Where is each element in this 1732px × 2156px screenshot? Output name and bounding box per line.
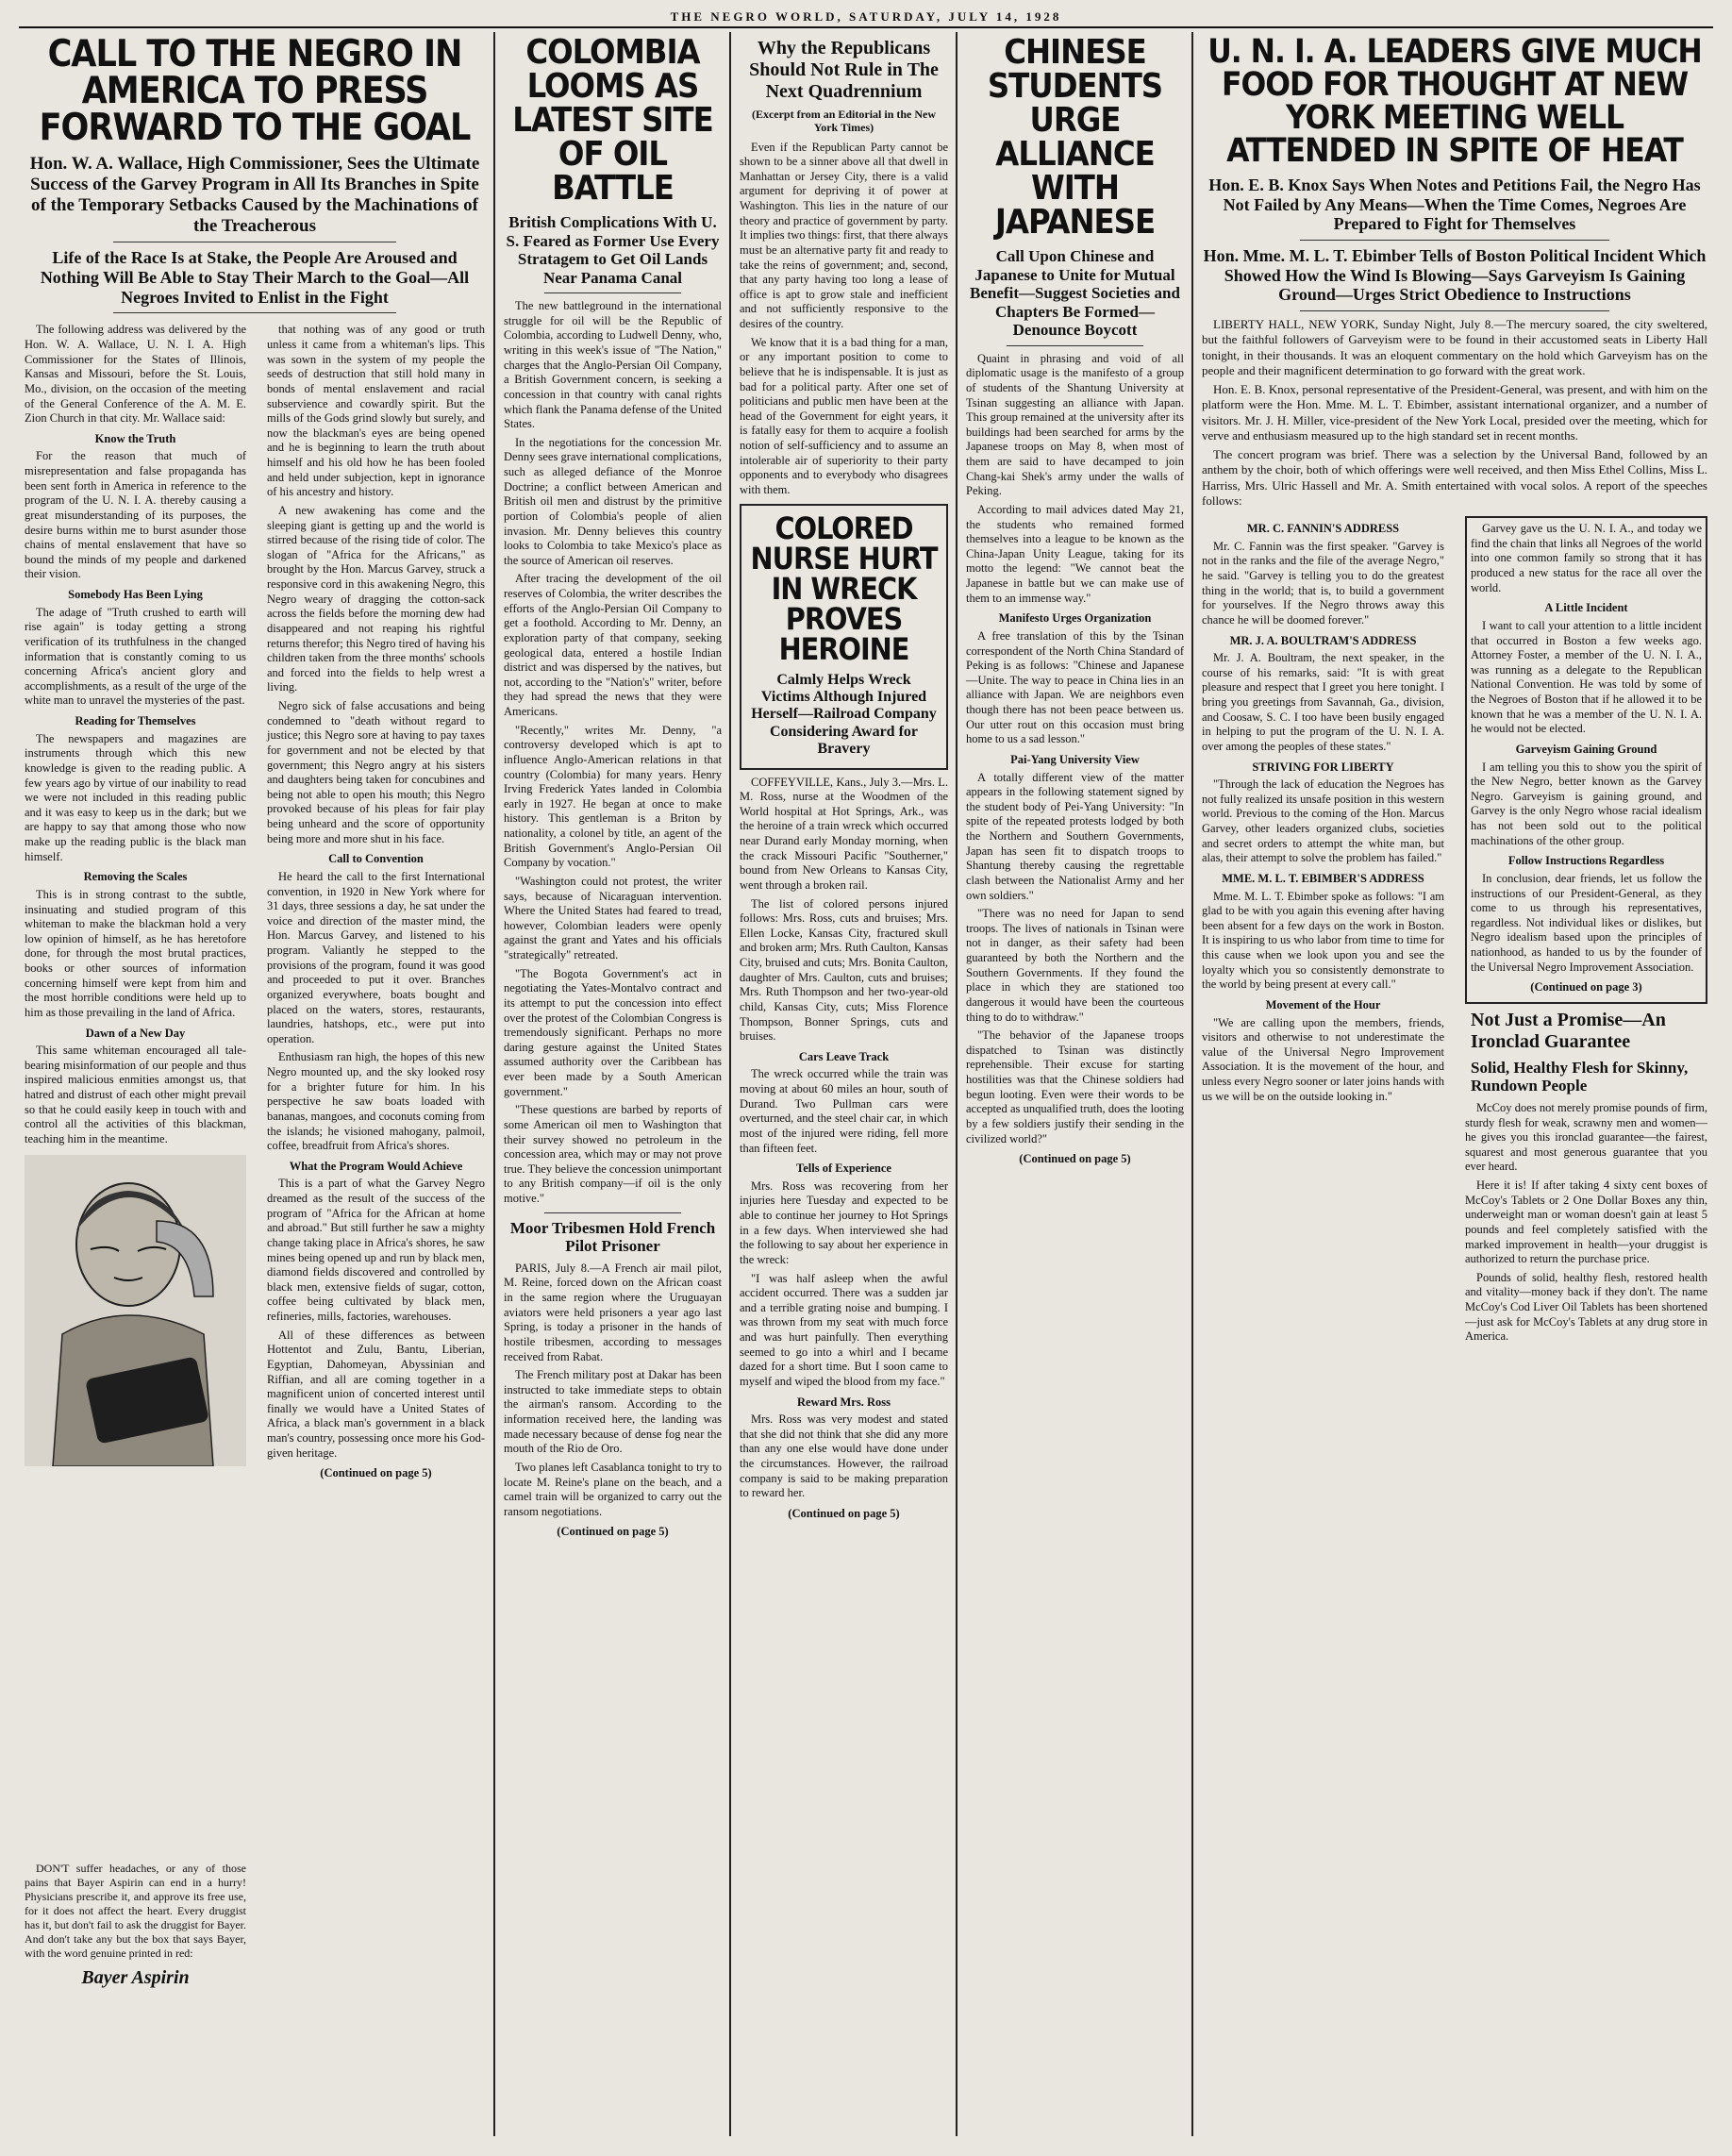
headline: U. N. I. A. LEADERS GIVE MUCH FOOD FOR THOUGHT AT NEW YORK MEETING WELL ATTENDED IN SPITE OF HEAT [1207, 33, 1702, 170]
continued-note: (Continued on page 5) [320, 1466, 432, 1480]
subhead: Follow Instructions Regardless [1507, 854, 1665, 868]
headline: Why the Republicans Should Not Rule in The Next Quadrennium [749, 38, 939, 102]
source-note: (Excerpt from an Editorial in the New York Times) [751, 108, 937, 134]
headline: CALL TO THE NEGRO IN AMERICA TO PRESS FORWARD TO THE GOAL [39, 33, 471, 149]
mccoy-ad: Not Just a Promise—An Ironclad Guarantee Solid, Healthy Flesh for Skinny, Rundown People McCoy does not merely promise pounds of firm, sturdy flesh for weak, scrawny men and women—he gives you this ironclad guarantee—the fairest, squarest and most generous guarantee that you ever heard. Here it is! If after taking 4 sixty cent boxes of McCoy's Tablets or 2 One Dollar Boxes any thin, underweight man or woman doesn't gain at least 5 pounds and feel completely satisfied with the marked improvement in health—your druggist is authorized to return the purchase price. Pounds of solid, healthy flesh, restored health and vitality—money back if they don't. The name McCoy's Cod Liver Oil Tablets has been shortened—just ask for McCoy's Tablets at any drug store in America. [1465, 1009, 1707, 1344]
subhead: Pai-Yang University View [1010, 752, 1140, 766]
speeches-right [1465, 516, 1707, 1348]
deck: Calmly Helps Wreck Victims Although Injured Herself—Railroad Company Considering Award for Bravery [751, 671, 937, 758]
ad-subhead: Solid, Healthy Flesh for Skinny, Rundown People [1471, 1058, 1689, 1095]
column-rule [493, 32, 495, 2136]
subhead: Reading for Themselves [75, 714, 196, 728]
speeches-left: MR. C. FANNIN'S ADDRESS Mr. C. Fannin was the first speaker. "Garvey is not in the ranks and the file of the average Negro," he said. "Garvey is telling you to do the greatest thing in the world; that is, to build a government for yourselves. If the Negro throws away this chance he will be doomed forever." MR. J. A. BOULTRAM'S ADDRESS Mr. J. A. Boultram, the next speaker, in the course of his remarks, said: "It is with great pleasure and respect that I greet you here tonight. I bring you greetings from Savannah, Ga., division, and Coosaw, S. C. I too have been busily engaged in helping to put the program of the U. N. I. A. over among the peoples of these states." STRIVING FOR LIBERTY "Through the lack of education the Negroes has not fully realized its unsafe position in this western world. Previous to the coming of the Hon. Marcus Garvey, other leaders organized clubs, societies and secret orders to attempt the white man, but alas, their attempt to solve the problem has failed." MME. M. L. T. EBIMBER'S ADDRESS Mme. M. L. T. Ebimber spoke as follows: "I am glad to be with you again this evening after having been absent for a few days on the work in Boston. It is inspiring to us who labor from time to time for this cause when we look upon you and see the loyalty which you so consistently demonstrate to the world by being present at every call." Movement of the Hour "We are calling upon the members, friends, visitors and otherwise to not underestimate the value of the Universal Negro Improvement Association. It is the movement of the hour, and unless every Negro sooner or later joins hands with us we will be on the outside looking in." [1202, 522, 1444, 1103]
subhead: Reward Mrs. Ross [797, 1395, 891, 1409]
continued-note: (Continued on page 5) [1019, 1152, 1131, 1166]
woman-headache-illustration-icon [25, 1155, 246, 1466]
headline: COLORED NURSE HURT IN WRECK PROVES HEROINE [750, 510, 938, 667]
article-body: PARIS, July 8.—A French air mail pilot, M. Reine, forced down on the African coast in the same region where the Uruguayan aviators were held prisoners a year ago last Spring, is today a prisoner in the hands of hostile tribesmen, according to messages received from Rabat. The French military post at Dakar has been instructed to take immediate steps to obtain the airman's ransom. According to the information received here, the landing was made necessary because of dense fog near the mouth of the Rio de Oro. Two planes left Casablanca tonight to try to locate M. Reine's plane on the beach, and a camel train will be organized to carry out the ransom negotiations. (Continued on page 5) [504, 1261, 722, 1539]
subhead: Garveyism Gaining Ground [1515, 742, 1657, 756]
subhead: Movement of the Hour [1265, 997, 1381, 1011]
article-republicans [734, 32, 954, 2136]
subhead: MR. C. FANNIN'S ADDRESS [1246, 522, 1400, 536]
masthead: THE NEGRO WORLD, SATURDAY, JULY 14, 1928 [19, 9, 1713, 28]
column-rule [729, 32, 731, 2136]
deck: Hon. W. A. Wallace, High Commissioner, Sees the Ultimate Success of the Garvey Program in All Its Branches in Spite of the Temporary Setbacks Caused by the Machinations of the Treacherous [29, 154, 480, 236]
subhead: STRIVING FOR LIBERTY [1252, 760, 1394, 774]
bayer-ad-text: DON'T suffer headaches, or any of those pains that Bayer Aspirin can end in a hurry! Physicians prescribe it, and approve its free use, for it does not affect the heart. Every druggist has it, but don't fail to ask the druggist for Bayer. And don't take any but the box that says Bayer, with the word genuine printed in red: Bayer Aspirin [25, 1862, 246, 1988]
subhead: Manifesto Urges Organization [998, 611, 1152, 626]
article-wallace [19, 32, 491, 2136]
article-lead: LIBERTY HALL, NEW YORK, Sunday Night, July 8.—The mercury soared, the city sweltered, but the faithful followers of Garveyism were to be found in their accustomed seats in Liberty Hall tonight, in their thousands. It was an eloquent commentary on the hold which Garveyism has on the people and their magnificent determination to go forward with the great work. Hon. E. B. Knox, personal representative of the President-General, was present, and with him on the platform were the Hon. Mme. M. L. T. Ebimber, assistant international organizer, and a number of visitors. Mr. J. H. Miller, vice-president of the New York Local, presided over the meeting, which for verve and enthusiasm measured up to the high standard set in recent months. The concert program was brief. There was a selection by the Universal Band, followed by an anthem by the choir, both of which offerings were well received, and then Miss Ethel Collins, Miss L. Harriss, Mrs. Ulric Hassell and Mr. A. Smith entertained with vocal solos. A report of the speeches follows: [1202, 317, 1707, 508]
subhead: What the Program Would Achieve [289, 1159, 463, 1173]
subhead: MR. J. A. BOULTRAM'S ADDRESS [1229, 633, 1417, 647]
deck: British Complications With U. S. Feared as Former Use Every Stratagem to Get Oil Lands Near Panama Canal [506, 213, 720, 287]
column-rule [956, 32, 958, 2136]
subhead: Somebody Has Been Lying [68, 588, 203, 602]
subhead: Know the Truth [94, 431, 176, 445]
ad-headline: Not Just a Promise—An Ironclad Guarantee [1471, 1009, 1666, 1052]
deck: Hon. E. B. Knox Says When Notes and Petitions Fail, the Negro Has Not Failed by Any Means—When the Time Comes, Negroes Are Prepared to Fight for Themselves [1208, 175, 1701, 234]
subhead: Call to Convention [328, 852, 424, 866]
bayer-aspirin-ad [25, 1155, 246, 1466]
article-body: Even if the Republican Party cannot be shown to be a sinner above all that dwell in Manhattan or Jersey City, there is a valid argument for depriving it of power at Washington. This lies in the nature of our theory and practice of government by party. It implies two things: first, that there always must be an alternative party fit and ready to take the reins of government; and, second, that any party having too long a lease of office is apt to grow stale and inefficient and not sufficiently responsive to the desires of the country. We know that it is a bad thing for a man, or any important position to come to believe that he is indispensable. It is just as bad for a political party. After one set of politicians and public men have been at the head of the Government for eight years, it is fatally easy for them to acquire a foolish notion of self-sufficiency and to assume an intolerable air of superiority to their party opponents and to everybody who disagrees with them. [740, 140, 948, 496]
continued-note: (Continued on page 3) [1530, 980, 1642, 994]
ad-brand: Bayer Aspirin [81, 1967, 190, 1988]
deck: Call Upon Chinese and Japanese to Unite for Mutual Benefit—Suggest Societies and Chapters Be Formed—Denounce Boycott [970, 247, 1180, 340]
article-body: Quaint in phrasing and void of all diplomatic usage is the manifesto of a group of students of the Shantung University at Tsinan suggesting an alliance with Japan. This group remained at the university after its buildings had been searched for arms by the Japanese troops on May 8, when most of them are said to have decamped to join Chang-kai Shek's army under the walls of Peking. According to mail advices dated May 21, the students who remained formed themselves into a league to be known as the China-Japan Unity League, taking for its motto the legend: "We cannot beat the Japanese in battle but we can make use of them to an immense way." Manifesto Urges Organization A free translation of this by the Tsinan correspondent of the North China Standard of Peking is as follows: "Chinese and Japanese—Unite. The way to peace in China lies in an alliance with Japan. We are neighbors even though there has not been peace between us. Our utter rout on this occasion must bring home to us a sad lesson." Pai-Yang University View A totally different view of the matter appears in the following statement signed by the student body of Pei-Yang University: "In spite of the repeated protests lodged by both the Northern and Southern Governments, Japan has seen fit to dispatch troops to Shantung thereby causing the regrettable clash between the Nationalist Army and her own soldiers." "There was no need for Japan to send troops. The lives of nationals in Tsinan were not in danger, as their safety had been guaranteed by both the Northern and the Southern Governments. If they found the place in which they are stationed too dangerous it would have been the courteous thing to do to withdraw." "The behavior of the Japanese troops dispatched to Tsinan was distinctly reprehensible. Their excuse for starting hostilities was that the Chinese soldiers had begun looting. Even were their words to be accepted as unqualified truth, does the looting by a few soldiers justify their sending in the civilized world?" (Continued on page 5) [966, 351, 1184, 1166]
continued-note: (Continued on page 5) [788, 1506, 900, 1520]
deck: Life of the Race Is at Stake, the People Are Aroused and Nothing Will Be Able to Stay Their March to the Goal—All Negroes Invited to Enlist in the Fight [40, 248, 470, 307]
headline: COLOMBIA LOOMS AS LATEST SITE OF OIL BATTLE [512, 33, 713, 208]
headline: Moor Tribesmen Hold French Pilot Prisoner [509, 1218, 716, 1256]
continued-note: (Continued on page 5) [557, 1525, 669, 1539]
subhead: Removing the Scales [83, 870, 188, 884]
subhead: MME. M. L. T. EBIMBER'S ADDRESS [1222, 871, 1424, 885]
article-body: The new battleground in the international struggle for oil will be the Republic of Colombia, according to Ludwell Denny, who, writing in this week's issue of "The Nation," charges that the Anglo-Persian Oil Company, a British Government concern, is seeking a concession in that country with canal rights which flank the Panama defense of the United States. In the negotiations for the concession Mr. Denny sees grave international complications, such as alleged defiance of the Monroe Doctrine; a conflict between American and British oil men and distrust by the primitive portion of Colombia's people of alien invasion. Mr. Denny believes this country looks to Colombia to take Mexico's place as the source of American oil reserves. After tracing the development of the oil reserves of Colombia, the writer describes the efforts of the Anglo-Persian Oil Company to get a foothold. According to Mr. Denny, an exploration party of that company, seeking geological data, entered a hostile Indian district and was dispersed by the natives, but not, according to the "Nation's" writer, before they had spread the news that they were Americans. "Recently," writes Mr. Denny, "a controversy developed which is apt to influence Anglo-American relations in that country (Colombia) for many years. Henry Irving Frederick Yates landed in Colombia early in 1927. He began at once to make history. This gentleman is a Briton by nationality, a colonel by title, an agent of the British Government's Anglo-Persian Oil Company by vocation." "Washington could not protest, the writer says, because of Nicaraguan intervention. Where the United States had feared to tread, however, Colombian leaders were openly against the grant and Yates and his officials "strategically" retreated. "The Bogota Government's act in negotiating the Yates-Montalvo contract and its attempt to put the concession into effect over the protest of the Colombian Congress is tremendously significant. Perhaps no more daring gesture against the United States assumed authority over the Caribbean has ever been made by a South American government." "These questions are barbed by reports of some American oil men to Washington that their survey showed no petroleum in the concession area, which may or may not prove true. They believe the concession unimportant to any British company—if oil is the only motive." [504, 299, 722, 1206]
article-body: COFFEYVILLE, Kans., July 3.—Mrs. L. M. Ross, nurse at the Woodmen of the World hospital at Hot Springs, Ark., was the heroine of a train wreck which occurred near Durand early Monday morning, when the crack Missouri Pacific "Southerner," bound from New Orleans to Kansas City, went through a broken rail. The list of colored persons injured follows: Mrs. Ross, cuts and bruises; Mrs. Ellen Locke, Kansas City, fractured skull and broken arm; Mrs. Ruth Caulton, Kansas City, bruised and cuts; Mrs. Bonita Caulton, daughter of Mrs. Caulton, cuts and bruises; Mrs. Ruth Thompson and her two-year-old child, Kansas City, cuts; Miss Florence Thompson, Bonner Springs, cuts and bruises. Cars Leave Track The wreck occurred while the train was moving at about 60 miles an hour, south of Durand. Two Pullman cars were overturned, and the steel chair car, in which most of the injured were riding, fell more than fifteen feet. Tells of Experience Mrs. Ross was recovering from her injuries here Tuesday and expected to be able to continue her journey to Hot Springs in a few days. When interviewed she had the following to say about her experience in the wreck: "I was half asleep when the awful accident occurred. There was a sudden jar and a terrible grating noise and bumping. I was thrown from my seat with much force and was hurt painfully. Then everything seemed to go into a whirl and I became dazed for a short time. But I soon came to myself and wiped the blood from my face." Reward Mrs. Ross Mrs. Ross was very modest and stated that she did not think that she did any more than any one else would have done under the circumstances. However, the railroad company is said to be making preparation to reward her. (Continued on page 5) [740, 775, 948, 1520]
article-body-continued: that nothing was of any good or truth unless it came from a whiteman's lips. This was sown in the system of my people the seeds of destruction that still hold many in bonds of mental enslavement and racial subservience and cowardly spirit. But the mills of the Gods grind slowly but surely, and now the blackman's eyes are being opened and he is beginning to learn the truth about himself and his old how he has been fooled and held under subjection, kept in ignorance of his ancestry and history. A new awakening has come and the sleeping giant is getting up and the world is stirred because of the rising tide of color. The slogan of "Africa for the Africans," as brought by the Hon. Marcus Garvey, struck a responsive cord in this awakening Negro, this Negro weary of dragging the cotton-sack across the fields before the morning dew had disappeared and not reaping his rightful returns therefor; this Negro tired of having his children taken from the three months' schools and forced into the fields to help wrest a living. Negro sick of false accusations and being condemned to "death without regard to justice; this Negro sore at having to pay taxes for government and not be elected by that government; this Negro angry at his sisters and daughters being taken for concubines and being not able to open his mouth; this Negro provoked because of his pleas for fair play being unheard and the score of opportunity being more and more shut in his face. Call to Convention He heard the call to the first International convention, in 1920 in New York where for 31 days, three sessions a day, he sat under the voice and direction of the master mind, the Hon. Marcus Garvey, and listened to his program. Valiantly he stepped to the provisions of the program, found it was good and proceeded to put it over. Branches organized everywhere, boats bought and placed on the waters, stores, restaurants, laundries, hatshops, etc., were put into operation. Enthusiasm ran high, the hopes of this new Negro mounted up, and the sky looked rosy for a brighter future for him. In his perspective he saw boats loaded with bananas, mangoes, and coconuts coming from the islands; he visioned mahogany, palmoil, coffee, breadfruit from Africa's shores. What the Program Would Achieve This is a part of what the Garvey Negro dreamed as the result of the success of the program of "Africa for the African at home and abroad." But still further he saw a mighty change taking place in Africa's shores, he saw mines being opened up and run by black men, diamond fields discovered and controlled by black men, extensive fields of sugar, cotton, coffee being cultivated by black men, refineries, mills, factories, warehouses. All of these differences as between Hottentot and Zulu, Bantu, Liberian, Egyptian, Dahomeyan, Abyssinian and Riffian, and all are coming together in a magnificent union of concerted interest until finally we would have a United States of Africa, a black man's government in a black man's country, possessing once more his God-given heritage. (Continued on page 5) [267, 323, 485, 1480]
subhead: Cars Leave Track [798, 1049, 890, 1063]
article-colombia [498, 32, 727, 2136]
column-rule [1191, 32, 1193, 2136]
subhead: Dawn of a New Day [85, 1026, 186, 1040]
nurse-article-box [740, 504, 948, 770]
subhead: Tells of Experience [796, 1162, 891, 1176]
headline: CHINESE STUDENTS URGE ALLIANCE WITH JAPANESE [987, 33, 1163, 242]
subhead: A Little Incident [1544, 601, 1628, 615]
article-unia-meeting [1196, 32, 1713, 2136]
deck: Hon. Mme. M. L. T. Ebimber Tells of Boston Political Incident Which Showed How the Wind Is Blowing—Says Garveyism Is Gaining Ground—Urges Strict Obedience to Instructions [1203, 246, 1707, 305]
article-body: The following address was delivered by the Hon. W. A. Wallace, U. N. I. A. High Commissioner for the States of Illinois, Kansas and Missouri, before the St. Louis, Mo., division, on the occasion of the meeting of the General Conference of the A. M. E. Zion Church in that city. Mr. Wallace said: Know the Truth For the reason that much of misrepresentation and false propaganda has been sent forth in America in reference to the program of the U. N. I. A. thereby causing a great misunderstanding of its purposes, the desire burns within me to burst asunder those chains of mental enslavement that have so bound the minds of my people and darkened their vision. Somebody Has Been Lying The adage of "Truth crushed to earth will rise again" is today getting a strong verification of its truthfulness in the changed information that is constantly coming to us concerning Africa's ancient glory and accomplishments, as a result of the urge of the white man to unravel the mysteries of the past. Reading for Themselves The newspapers and magazines are instruments through which this new knowledge is given to the reading public. A few years ago by virtue of our inability to read we were not included in this reading public and it was easy to keep us in the dark; but we are happy to say that among those who now make up the reading public is the black man himself. Removing the Scales This is in strong contrast to the subtle, insinuating and studied program of this whiteman to make the blackman hold a very low opinion of himself, as he has heretofore done, for through the most brutal practices, books or other sources of information concerning himself were kept from him and the most horrible conditions were held up to him as those prevailing in the land of Africa. Dawn of a New Day This same whiteman encouraged all tale-bearing misinformation of our people and thus inspired malicious enmities amongst us, that hatred and distrust of each other might prevail so that he could easily keep in touch with and control all the activities of this blackman, teaching him in the meantime. [25, 323, 246, 1145]
continued-box: Garvey gave us the U. N. I. A., and today we find the chain that links all Negroes of the world into one common family so strong that it has produced a new status for the race all over the world. A Little Incident I want to call your attention to a little incident that occurred in Boston a few weeks ago. Attorney Foster, a member of the U. N. I. A., was running as a delegate to the Republican National Convention. He was told by some of the Negroes of Boston that if he allowed it to be known that he was a member of the U. N. I. A. he would not be elected. Garveyism Gaining Ground I am telling you this to show you the spirit of the New Negro, better known as the Garvey Negro. Garveyism is gaining ground, and Garvey is the only Negro whose racial idealism has not been sold out to the political machinations of the other group. Follow Instructions Regardless In conclusion, dear friends, let us follow the instructions of our President-General, as they come to us through his representatives, regardless. Not individual likes or dislikes, but Negro idealism based upon the principles of nationhood, as handed to us by the founder of the Universal Negro Improvement Association. (Continued on page 3) [1465, 516, 1707, 1004]
article-chinese-students [960, 32, 1190, 2136]
